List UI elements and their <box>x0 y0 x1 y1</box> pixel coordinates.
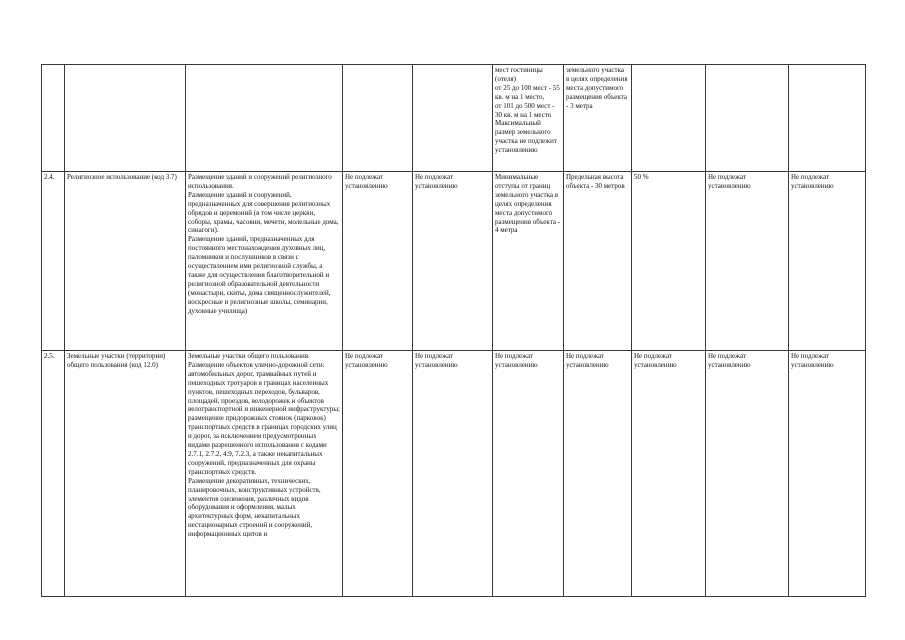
cell-col9: Не подлежат установлению <box>706 351 789 597</box>
cell-col8: Не подлежат установлению <box>632 351 706 597</box>
table-row <box>42 172 866 351</box>
regulations-table <box>41 64 866 597</box>
table-row <box>42 65 866 172</box>
cell-col10 <box>789 65 866 172</box>
cell-col5 <box>413 65 493 172</box>
cell-col6: мест гостиницы (отеля) от 25 до 100 мест - 55 кв. м на 1 место, от 101 до 500 мест - 30 кв. м на 1 место Максимальный размер земельного участка не подлежит установлению <box>493 65 564 172</box>
cell-col4: Не подлежат установлению <box>343 351 413 597</box>
table-body <box>42 65 866 597</box>
cell-col4 <box>343 65 413 172</box>
cell-number: 2.4. <box>42 172 65 351</box>
table-row <box>42 351 866 597</box>
cell-col4: Не подлежат установлению <box>343 172 413 351</box>
cell-col7: Предельная высота объекта - 30 метров <box>564 172 632 351</box>
cell-use-description: Земельные участки общего пользования. Размещение объектов улично-дорожной сети: автомобильных дорог, трамвайных путей и пешеходных тротуаров в границах населенных пунктов, пешеходных переходов, бульваров, площадей, проездов, велодорожек и объектов велотранспортной и инженерной инфраструктуры; размещение придорожных стоянок (парковок) транспортных средств в границах городских улиц и дорог, за исключением предусмотренных видами разрешенного использования с кодами 2.7.1, 2.7.2, 4.9, 7.2.3, а также некапитальных сооружений, предназначенных для охраны транспортных средств. Размещение декоративных, технических, планировочных, конструктивных устройств, элементов озеленения, различных видов оборудования и оформления, малых архитектурных форм, некапитальных нестационарных строений и сооружений, информационных щитов и <box>186 351 343 597</box>
cell-number <box>42 65 65 172</box>
cell-use-description: Размещение зданий и сооружений религиозного использования. Размещение зданий и сооружений, предназначенных для совершения религиозных обрядов и церемоний (в том числе церкви, соборы, храмы, часовни, мечети, молельные дома, синагоги). Размещение зданий, предназначенных для постоянного местонахождения духовных лиц, паломников и послушников в связи с осуществлением ими религиозной службы, а также для осуществления благотворительной и религиозной образовательной деятельности (монастыри, скиты, дома священнослужителей, воскресные и религиозные школы, семинарии, духовные училища) <box>186 172 343 351</box>
cell-use-description <box>186 65 343 172</box>
cell-col10: Не подлежат установлению <box>789 172 866 351</box>
cell-col9: Не подлежат установлению <box>706 172 789 351</box>
cell-col8: 50 % <box>632 172 706 351</box>
cell-use-name: Земельные участки (территории) общего пользования (код 12.0) <box>65 351 186 597</box>
cell-col5: Не подлежат установлению <box>413 351 493 597</box>
cell-col10: Не подлежат установлению <box>789 351 866 597</box>
cell-col9 <box>706 65 789 172</box>
cell-col6: Минимальные отступы от границ земельного участка в целях определения места допустимого размещения объекта - 4 метра <box>493 172 564 351</box>
cell-col8 <box>632 65 706 172</box>
cell-col6: Не подлежат установлению <box>493 351 564 597</box>
cell-use-name: Религиозное использование (код 3.7) <box>65 172 186 351</box>
cell-col7: Не подлежат установлению <box>564 351 632 597</box>
cell-use-name <box>65 65 186 172</box>
cell-col5: Не подлежат установлению <box>413 172 493 351</box>
cell-number: 2.5. <box>42 351 65 597</box>
cell-col7: земельного участка в целях определения места допустимого размещения объекта - 3 метра <box>564 65 632 172</box>
